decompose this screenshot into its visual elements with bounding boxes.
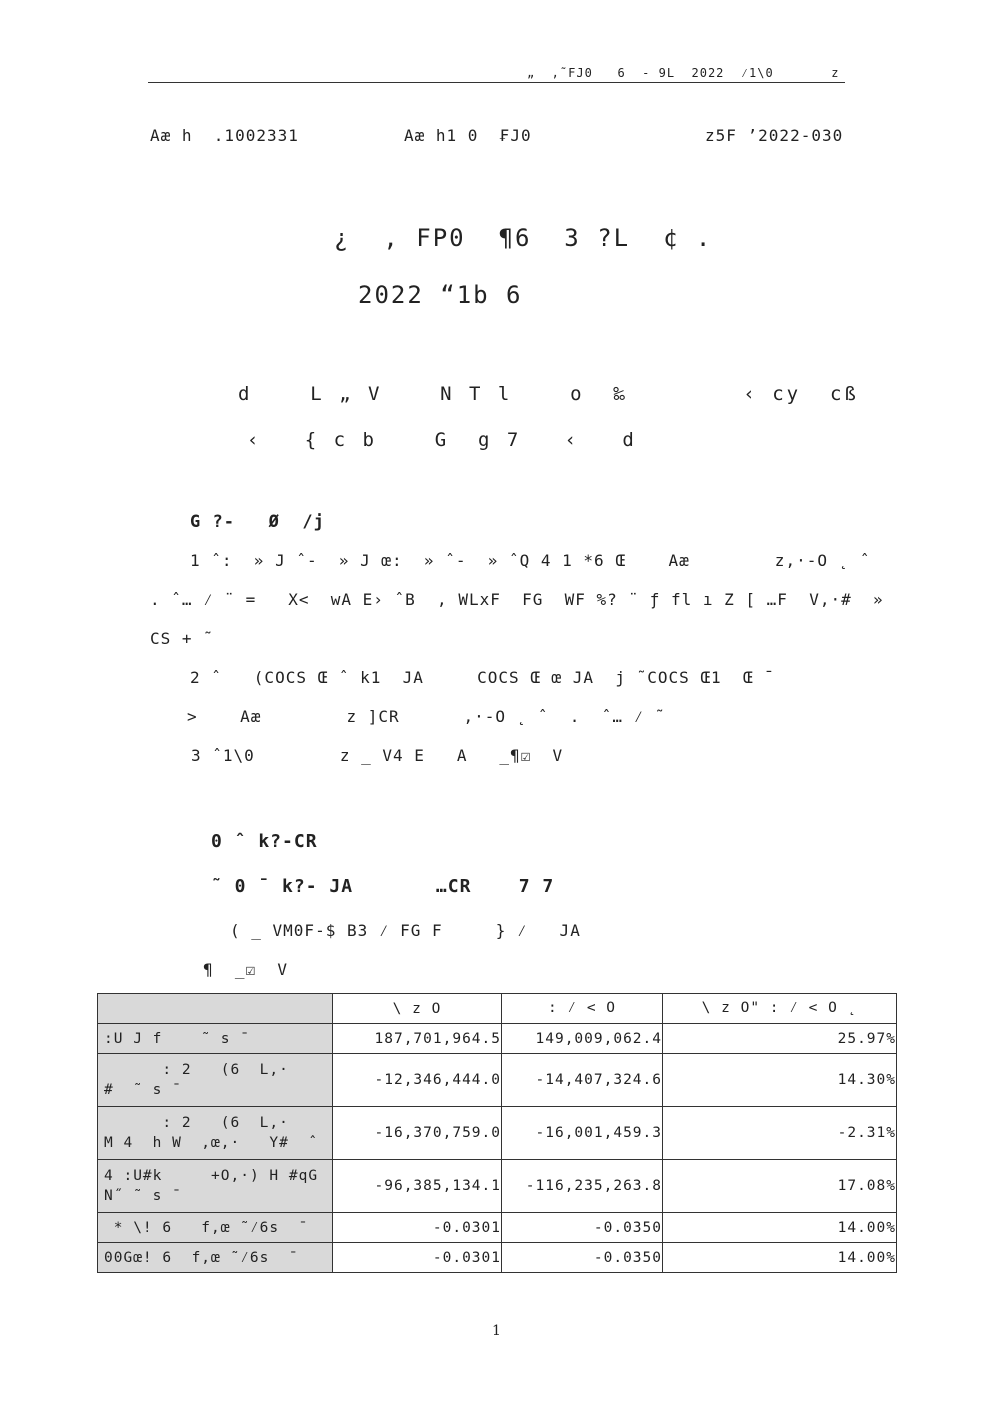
board-statement-line2: ‹ { c b G g 7 ‹ d	[247, 429, 637, 451]
section1-para1-line3: CS + ˜	[150, 629, 214, 648]
row-label: 4 :U#k +O,·) H #qG N˝ ˜ s ¯	[98, 1160, 333, 1213]
change-value: 25.97%	[663, 1024, 897, 1054]
row-label: : 2 (6 L,· # ˜ s ¯	[98, 1054, 333, 1107]
running-header: „ ,˜FJ0 6 - 9L 2022 ⁄1\0 z	[527, 66, 840, 80]
section1-heading: G ?- Ø /j	[190, 512, 325, 532]
table-row	[98, 1107, 897, 1160]
current-value: -0.0301	[333, 1213, 502, 1243]
table-header-row	[98, 994, 897, 1024]
previous-value: -0.0350	[502, 1213, 663, 1243]
section2-subheading: ˜ 0 ¯ k?- JA …CR 7 7	[211, 876, 555, 897]
section2-note: ( _ VM0F-$ B3 ⁄ FG F } ⁄ JA	[230, 921, 581, 940]
announcement-number: z5F ’2022-030	[705, 126, 844, 145]
section1-para3: 3 ˆ1\0 z _ V4 E A _¶☑ V	[191, 746, 564, 765]
current-value: -12,346,444.0	[333, 1054, 502, 1107]
table-row	[98, 1054, 897, 1107]
row-label: 00Gœ! 6 f,œ ˜⁄6s ¯	[98, 1243, 333, 1273]
previous-value: -14,407,324.6	[502, 1054, 663, 1107]
section2-heading: 0 ˆ k?-CR	[211, 831, 318, 852]
previous-value: -16,001,459.3	[502, 1107, 663, 1160]
table-row	[98, 1213, 897, 1243]
current-value: -96,385,134.1	[333, 1160, 502, 1213]
document-subtitle: 2022 “1b 6	[358, 281, 523, 309]
document-title: ¿ , FP0 ¶6 3 ?L ¢ .	[334, 224, 713, 252]
current-value: -16,370,759.0	[333, 1107, 502, 1160]
previous-value: -0.0350	[502, 1243, 663, 1273]
table-row	[98, 1024, 897, 1054]
table-row	[98, 1160, 897, 1213]
stock-name: Aæ h1 0 ₣J0	[404, 126, 532, 145]
table-header-item	[98, 994, 333, 1024]
change-value: 14.30%	[663, 1054, 897, 1107]
table-header-current: \ z O	[333, 994, 502, 1024]
change-value: 14.00%	[663, 1213, 897, 1243]
table-header-change: \ z O" : ⁄ < O ˛	[663, 994, 897, 1024]
page-number: 1	[492, 1323, 501, 1339]
section1-para1-line1: 1 ˆ: » J ˆ- » J œ: » ˆ- » ˆQ 4 1 *6 Œ Aæ z,·-O ˛ ˆ	[190, 551, 871, 570]
change-value: -2.31%	[663, 1107, 897, 1160]
current-value: 187,701,964.5	[333, 1024, 502, 1054]
section1-para1-line2: . ˆ… ⁄ ¨ = X< wA E› ˆB , WLxF FG WF %? ¨ ƒ fl ı Z [ …F V,·# »	[150, 590, 884, 609]
unit-label: ¶ _☑ V	[203, 960, 289, 979]
header-rule	[148, 82, 845, 83]
financial-data-table	[97, 993, 897, 1273]
board-statement-line1: d L „ V N T l o ‰ ‹ cy cß	[238, 383, 859, 405]
row-label: :U J f ˜ s ¯	[98, 1024, 333, 1054]
section1-para2-line1: 2 ˆ (COCS Œ ˆ k1 JA COCS Œ œ JA j ˜COCS Œ1 Œ ¯	[190, 668, 775, 687]
stock-code: Aæ h .1002331	[150, 126, 299, 145]
table-row	[98, 1243, 897, 1273]
current-value: -0.0301	[333, 1243, 502, 1273]
row-label: * \! 6 f,œ ˜⁄6s ¯	[98, 1213, 333, 1243]
previous-value: -116,235,263.8	[502, 1160, 663, 1213]
change-value: 17.08%	[663, 1160, 897, 1213]
table-header-previous: : ⁄ < O	[502, 994, 663, 1024]
row-label: : 2 (6 L,· M 4 h W ,œ,· Y# ˆ	[98, 1107, 333, 1160]
section1-para2-line2: > Aæ z ]CR ,·-O ˛ ˆ . ˆ… ⁄ ˜	[187, 707, 666, 726]
previous-value: 149,009,062.4	[502, 1024, 663, 1054]
change-value: 14.00%	[663, 1243, 897, 1273]
